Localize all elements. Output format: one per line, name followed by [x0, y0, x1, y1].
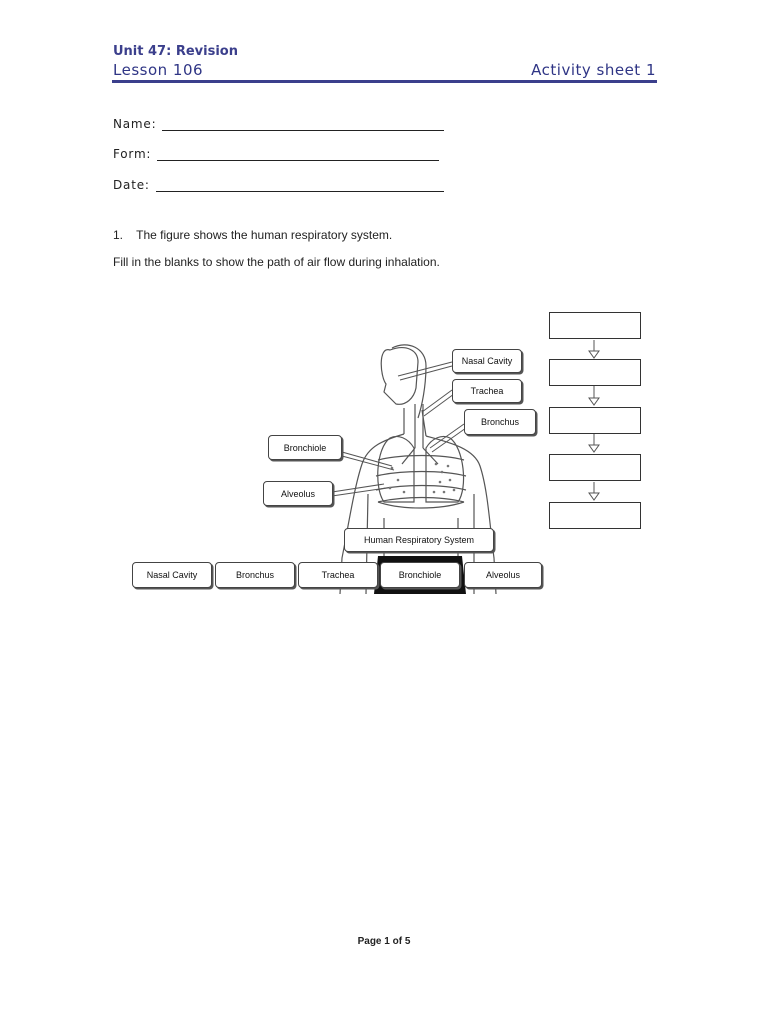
activity-sheet-title: Activity sheet 1 — [531, 61, 656, 79]
question-number: 1. — [113, 228, 124, 242]
form-label: Form: — [113, 147, 152, 161]
label-trachea: Trachea — [452, 379, 522, 403]
answer-box-4[interactable] — [549, 454, 641, 481]
date-blank[interactable] — [156, 179, 444, 192]
header-rule — [112, 80, 657, 83]
question-text: The figure shows the human respiratory system. — [136, 228, 393, 242]
unit-title: Unit 47: Revision — [113, 44, 238, 59]
form-field — [113, 147, 439, 161]
date-field — [113, 178, 444, 192]
label-alveolus: Alveolus — [263, 481, 333, 506]
answer-box-5[interactable] — [549, 502, 641, 529]
word-bank-item[interactable]: Bronchus — [215, 562, 295, 588]
question-instruction: Fill in the blanks to show the path of air flow during inhalation. — [113, 255, 440, 269]
question-1 — [113, 228, 392, 242]
label-bronchus: Bronchus — [464, 409, 536, 435]
name-blank[interactable] — [162, 118, 444, 131]
name-label: Name: — [113, 117, 157, 131]
respiratory-figure — [122, 288, 660, 594]
answer-box-2[interactable] — [549, 359, 641, 386]
answer-box-3[interactable] — [549, 407, 641, 434]
lesson-title: Lesson 106 — [113, 61, 204, 79]
form-blank[interactable] — [157, 148, 439, 161]
word-bank-item[interactable]: Nasal Cavity — [132, 562, 212, 588]
label-bronchiole: Bronchiole — [268, 435, 342, 460]
date-label: Date: — [113, 178, 150, 192]
word-bank-item[interactable]: Bronchiole — [380, 562, 460, 588]
label-nasal-cavity: Nasal Cavity — [452, 349, 522, 373]
page-number: Page 1 of 5 — [357, 936, 411, 947]
word-bank-item[interactable]: Trachea — [298, 562, 378, 588]
figure-caption: Human Respiratory System — [344, 528, 494, 552]
answer-box-1[interactable] — [549, 312, 641, 339]
name-field — [113, 117, 444, 131]
word-bank-item[interactable]: Alveolus — [464, 562, 542, 588]
